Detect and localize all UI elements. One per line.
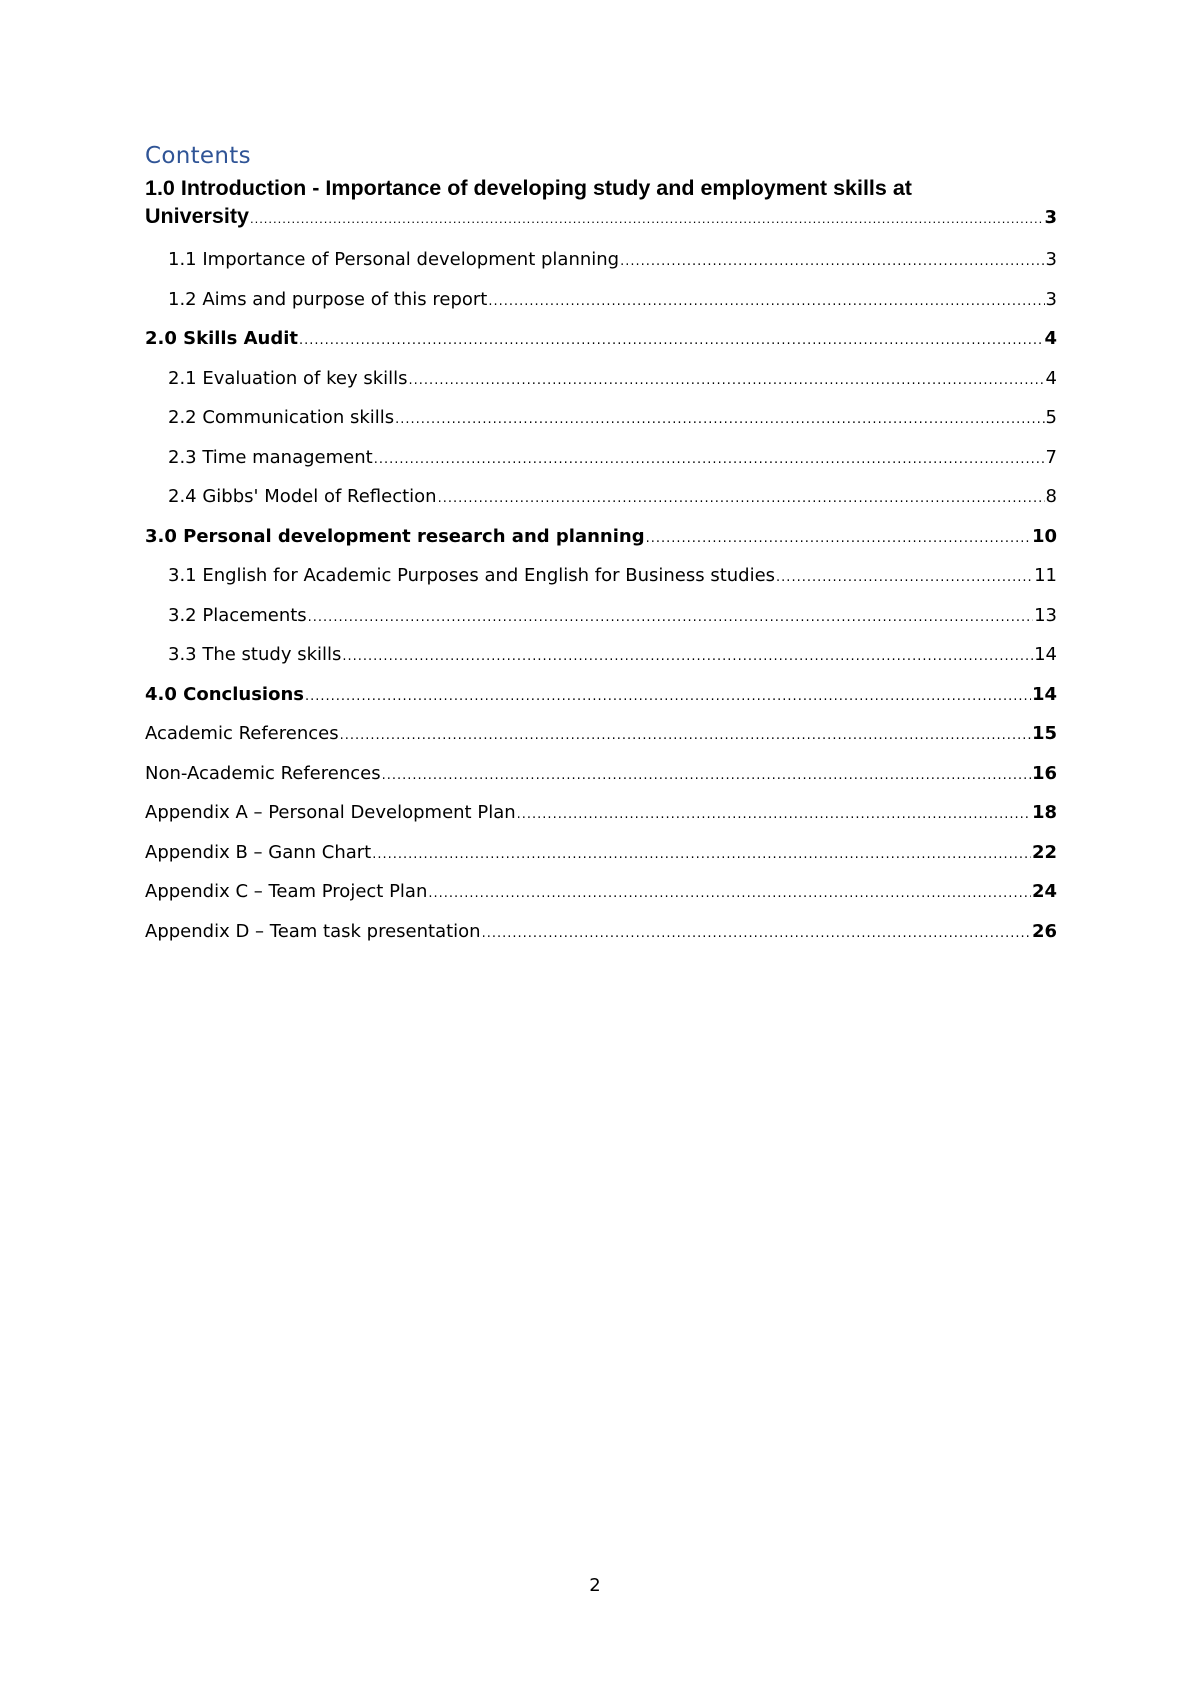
toc-entry-page-number: 15 <box>1031 723 1057 744</box>
toc-entry-label: 3.3 The study skills <box>168 644 342 665</box>
toc-entry-page-number: 16 <box>1031 762 1057 784</box>
toc-entry-label: Academic References <box>145 723 339 744</box>
toc-leader-dots <box>250 202 1044 233</box>
toc-entry-communication-skills[interactable] <box>145 406 1057 446</box>
toc-entry-label: 2.1 Evaluation of key skills <box>168 367 408 389</box>
toc-entry-page-number: 3 <box>1045 249 1057 270</box>
toc-leader-dots <box>305 683 1031 709</box>
toc-entry-page-number: 24 <box>1031 881 1057 902</box>
toc-entry-time-management[interactable] <box>145 446 1057 486</box>
toc-entry-page-number: 8 <box>1045 486 1057 507</box>
toc-leader-dots <box>620 248 1044 274</box>
toc-entry-label: 2.0 Skills Audit <box>145 328 298 349</box>
toc-entry-label-line1: 1.0 Introduction - Importance of developing study and employment skills at <box>145 176 912 200</box>
toc-entry-conclusions[interactable] <box>145 683 1057 723</box>
toc-entry-page-number: 14 <box>1034 644 1057 665</box>
toc-entry-label: 3.2 Placements <box>168 604 307 626</box>
toc-entry-page-number: 11 <box>1034 565 1057 586</box>
toc-entry-page-number: 18 <box>1031 802 1057 823</box>
toc-entry-personal-development-research[interactable] <box>145 525 1057 565</box>
toc-leader-dots <box>340 722 1031 748</box>
toc-entry-label: 4.0 Conclusions <box>145 683 304 705</box>
toc-entry-page-number: 13 <box>1034 604 1057 626</box>
toc-leader-dots <box>409 367 1045 393</box>
toc-leader-dots <box>646 525 1031 551</box>
toc-entry-page-number: 3 <box>1045 288 1057 310</box>
contents-title: Contents <box>145 143 251 169</box>
toc-entry-page-number: 7 <box>1045 446 1057 468</box>
toc-leader-dots <box>374 446 1045 472</box>
toc-entry-skills-audit[interactable] <box>145 327 1057 367</box>
toc-entry-page-number: 10 <box>1031 525 1057 547</box>
toc-leader-dots <box>395 406 1044 432</box>
toc-entry-appendix-b[interactable] <box>145 841 1057 881</box>
toc-entry-label: Appendix C – Team Project Plan <box>145 881 428 902</box>
toc-entry-label: Non-Academic References <box>145 762 381 784</box>
toc-leader-dots <box>342 643 1033 669</box>
toc-entry-placements[interactable] <box>145 604 1057 644</box>
toc-entry-label: 3.1 English for Academic Purposes and English for Business studies <box>168 565 776 586</box>
toc-entry-aims-purpose[interactable] <box>145 288 1057 328</box>
toc-leader-dots <box>372 841 1031 867</box>
toc-entry-study-skills[interactable] <box>145 643 1057 683</box>
toc-entry-appendix-d[interactable] <box>145 920 1057 960</box>
toc-leader-dots <box>517 801 1031 827</box>
toc-entry-page-number: 4 <box>1045 367 1057 389</box>
toc-leader-dots <box>382 762 1031 788</box>
toc-leader-dots <box>428 880 1031 906</box>
toc-entry-page-number: 5 <box>1045 407 1057 428</box>
toc-entry-label: 2.2 Communication skills <box>168 407 395 428</box>
toc-entry-evaluation-key-skills[interactable] <box>145 367 1057 407</box>
toc-entry-introduction[interactable] <box>145 174 1057 233</box>
toc-leader-dots <box>299 327 1043 353</box>
toc-entry-label: 1.1 Importance of Personal development planning <box>168 249 620 270</box>
toc-entry-academic-references[interactable] <box>145 722 1057 762</box>
toc-leader-dots <box>438 485 1045 511</box>
toc-entry-label: 3.0 Personal development research and planning <box>145 525 645 547</box>
toc-entry-appendix-c[interactable] <box>145 880 1057 920</box>
toc-entry-gibbs-model[interactable] <box>145 485 1057 525</box>
toc-entry-non-academic-references[interactable] <box>145 762 1057 802</box>
toc-leader-dots <box>776 564 1033 590</box>
toc-leader-dots <box>488 288 1044 314</box>
toc-entry-importance-pdp[interactable] <box>145 248 1057 288</box>
toc-entry-page-number: 4 <box>1044 328 1057 349</box>
toc-entry-appendix-a[interactable] <box>145 801 1057 841</box>
toc-entry-label: University <box>145 204 249 228</box>
footer-page-number: 2 <box>589 1575 601 1596</box>
toc-entry-english-academic-purposes[interactable] <box>145 564 1057 604</box>
toc-entry-page-number: 14 <box>1031 683 1057 705</box>
toc-entry-label: 1.2 Aims and purpose of this report <box>168 288 488 310</box>
toc-entry-label: Appendix B – Gann Chart <box>145 841 372 863</box>
toc-entry-page-number: 26 <box>1031 920 1057 942</box>
toc-entry-label: 2.4 Gibbs' Model of Reflection <box>168 486 437 507</box>
toc-entry-label: 2.3 Time management <box>168 446 373 468</box>
toc-entry-page-number: 3 <box>1044 207 1057 228</box>
toc-leader-dots <box>482 920 1031 946</box>
table-of-contents <box>145 174 1057 959</box>
toc-leader-dots <box>308 604 1033 630</box>
toc-entry-label: Appendix D – Team task presentation <box>145 920 481 942</box>
toc-entry-page-number: 22 <box>1031 841 1057 863</box>
toc-entry-label: Appendix A – Personal Development Plan <box>145 802 516 823</box>
